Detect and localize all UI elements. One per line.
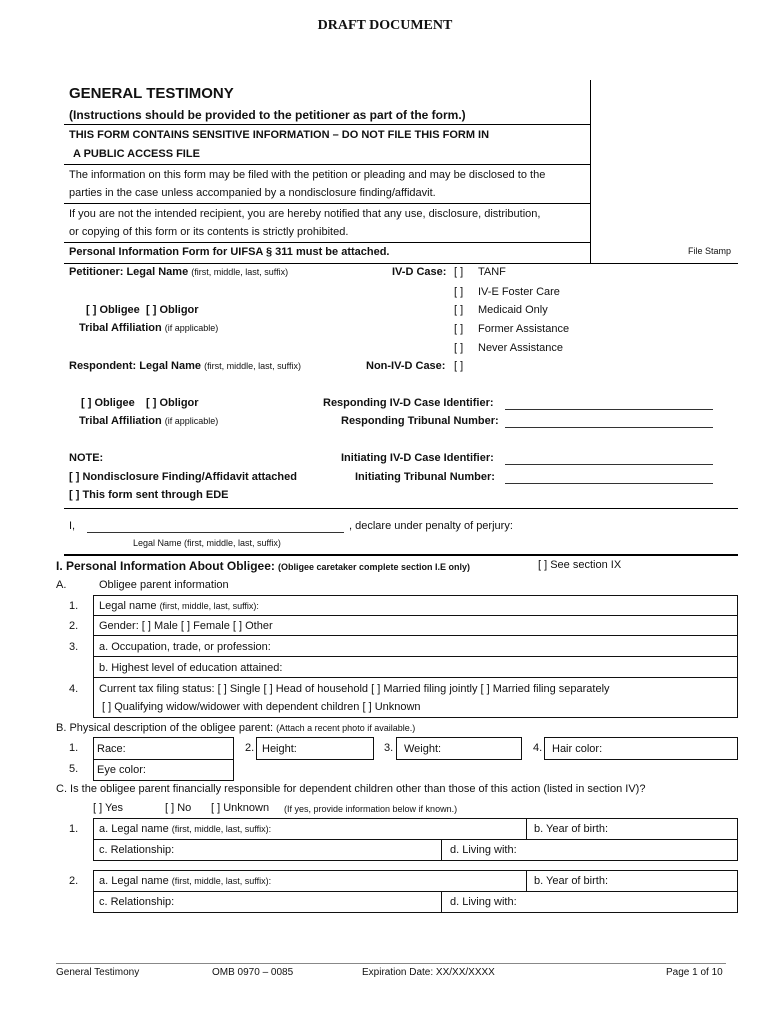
section1-heading: I. Personal Information About Obligee: — [56, 559, 275, 573]
section-a-letter: A. — [56, 579, 67, 591]
child-1-legal-name-field[interactable] — [93, 818, 738, 840]
c-no-checkbox[interactable]: [ ] No — [165, 802, 192, 814]
section-a-title: Obligee parent information — [99, 579, 229, 591]
declare-hint: Legal Name (first, middle, last, suffix) — [133, 538, 281, 548]
form-header-rule — [64, 242, 590, 243]
ivd-option-tanf: TANF — [478, 266, 506, 278]
race-field[interactable] — [93, 737, 234, 760]
footer-page-number: Page 1 of 10 — [666, 967, 723, 978]
occupation-field[interactable] — [93, 635, 738, 657]
eye-color-field[interactable] — [93, 759, 234, 781]
petitioner-obligor-checkbox[interactable]: [ ] Obligor — [146, 304, 199, 316]
petitioner-tribal-hint: (if applicable) — [164, 323, 219, 333]
weight-field[interactable] — [396, 737, 522, 760]
child-legal-hint: (first, middle, last, suffix): — [171, 824, 272, 834]
child-2-legal-name-field[interactable] — [93, 870, 738, 892]
petitioner-legal-name-label: Petitioner: Legal Name — [69, 266, 189, 278]
child-birth-label: b. Year of birth: — [534, 823, 608, 835]
tax-line2: [ ] Qualifying widow/widower with dependent children [ ] Unknown — [102, 701, 421, 713]
responding-tribunal-label: Responding Tribunal Number: — [341, 415, 499, 427]
ivd-checkbox[interactable]: [ ] — [454, 323, 464, 335]
row-number: 1. — [69, 742, 79, 754]
respondent-label — [69, 360, 301, 372]
height-label: Height: — [262, 743, 297, 755]
petitioner-obligee-checkbox[interactable]: [ ] Obligee — [86, 304, 140, 316]
responding-id-label: Responding IV-D Case Identifier: — [323, 397, 494, 409]
child-legal-hint: (first, middle, last, suffix): — [171, 876, 272, 886]
child-living-label: d. Living with: — [450, 896, 517, 908]
child-legal-label — [99, 823, 271, 835]
ivd-option-former: Former Assistance — [478, 323, 570, 335]
declare-i: I, — [69, 520, 76, 532]
row-number: 5. — [69, 763, 79, 775]
section-b-hint: (Attach a recent photo if available.) — [276, 723, 416, 733]
eye-color-label: Eye color: — [97, 764, 146, 776]
tax-line1: Current tax filing status: [ ] Single [ ] Head of household [ ] Married filing jointly [ ] Married filing separately — [99, 683, 610, 695]
warning-line: A PUBLIC ACCESS FILE — [73, 148, 200, 160]
ivd-checkbox[interactable]: [ ] — [454, 342, 464, 354]
c-hint: (If yes, provide information below if known.) — [284, 804, 458, 814]
file-stamp-label: File Stamp — [688, 246, 732, 256]
row-number: 2. — [69, 620, 79, 632]
warning-line: THIS FORM CONTAINS SENSITIVE INFORMATION – DO NOT FILE THIS FORM IN — [69, 129, 490, 141]
attach-note: Personal Information Form for UIFSA § 311 must be attached. — [69, 246, 390, 258]
ivd-case-label: IV-D Case: — [392, 266, 447, 278]
responding-id-field[interactable] — [505, 409, 713, 410]
child-birth-label: b. Year of birth: — [534, 875, 608, 887]
nondisclosure-checkbox[interactable]: [ ] Nondisclosure Finding/Affidavit attached — [69, 471, 297, 483]
section-c-title: C. Is the obligee parent financially responsible for dependent children other than those of this action (listed in section IV)? — [56, 783, 646, 795]
child-legal-label — [99, 875, 271, 887]
child-number: 2. — [69, 875, 79, 887]
form-title: GENERAL TESTIMONY — [69, 85, 234, 102]
respondent-legal-name-label: Respondent: Legal Name — [69, 360, 202, 372]
section-b-label: B. Physical description of the obligee parent: — [56, 722, 274, 734]
c-unknown-checkbox[interactable]: [ ] Unknown — [211, 802, 270, 814]
child-1-relationship-field[interactable] — [93, 839, 738, 861]
legal-name-label — [99, 600, 259, 612]
section1-title — [56, 559, 470, 573]
form-header-divider — [590, 80, 591, 264]
child-legal-text: a. Legal name — [99, 875, 169, 887]
ivd-checkbox[interactable]: [ ] — [454, 286, 464, 298]
legal-name-text: Legal name — [99, 600, 157, 612]
form-header-rule — [64, 164, 590, 165]
legal-name-hint: (first, middle, last, suffix): — [159, 601, 259, 611]
gender-field[interactable] — [93, 615, 738, 636]
recipient-text: If you are not the intended recipient, you are hereby notified that any use, disclosure, distribution, — [69, 208, 541, 220]
ivd-option-medicaid: Medicaid Only — [478, 304, 548, 316]
disclosure-text: parties in the case unless accompanied by a nondisclosure finding/affidavit. — [69, 187, 436, 199]
tax-filing-field[interactable] — [93, 677, 738, 718]
footer-omb: OMB 0970 – 0085 — [212, 967, 294, 978]
gender-label: Gender: [ ] Male [ ] Female [ ] Other — [99, 620, 273, 632]
race-label: Race: — [97, 743, 126, 755]
child-number: 1. — [69, 823, 79, 835]
ivd-option-never: Never Assistance — [478, 342, 563, 354]
responding-tribunal-field[interactable] — [505, 427, 713, 428]
respondent-obligee-checkbox[interactable]: [ ] Obligee — [81, 397, 135, 409]
section-divider — [64, 508, 738, 509]
height-field[interactable] — [256, 737, 374, 760]
disclosure-text: The information on this form may be filed with the petition or pleading and may be disclosed to the — [69, 169, 546, 181]
declarant-name-field[interactable] — [87, 532, 344, 533]
petitioner-tribal — [79, 322, 218, 334]
row-number: 2. — [245, 742, 255, 754]
initiating-id-field[interactable] — [505, 464, 713, 465]
petitioner-tribal-label: Tribal Affiliation — [79, 322, 162, 334]
education-label: b. Highest level of education attained: — [99, 662, 283, 674]
weight-label: Weight: — [404, 743, 442, 755]
draft-header: DRAFT DOCUMENT — [317, 18, 453, 33]
ivd-option-foster: IV-E Foster Care — [478, 286, 560, 298]
petitioner-hint: (first, middle, last, suffix) — [191, 267, 289, 277]
footer-rule — [56, 963, 726, 964]
child-relationship-label: c. Relationship: — [99, 896, 175, 908]
section-b-title — [56, 722, 415, 734]
respondent-tribal — [79, 415, 218, 427]
row-number: 1. — [69, 600, 79, 612]
form-header-rule — [64, 203, 590, 204]
respondent-tribal-label: Tribal Affiliation — [79, 415, 162, 427]
hair-color-label: Hair color: — [552, 743, 603, 755]
see-section-ix-checkbox[interactable]: [ ] See section IX — [538, 559, 622, 571]
footer-form-name: General Testimony — [56, 967, 140, 978]
respondent-tribal-hint: (if applicable) — [164, 416, 219, 426]
child-legal-text: a. Legal name — [99, 823, 169, 835]
respondent-obligor-checkbox[interactable]: [ ] Obligor — [146, 397, 199, 409]
recipient-text: or copying of this form or its contents is strictly prohibited. — [69, 226, 349, 238]
hair-color-field[interactable] — [544, 737, 738, 760]
form-header-rule — [64, 124, 590, 125]
occupation-label: a. Occupation, trade, or profession: — [99, 641, 271, 653]
non-ivd-label: Non-IV-D Case: — [366, 360, 446, 372]
declare-text: , declare under penalty of perjury: — [349, 520, 513, 532]
row-number: 4. — [533, 742, 543, 754]
legal-name-field[interactable] — [93, 595, 738, 616]
initiating-id-label: Initiating IV-D Case Identifier: — [341, 452, 494, 464]
form-instructions: (Instructions should be provided to the petitioner as part of the form.) — [69, 108, 466, 122]
education-field[interactable] — [93, 656, 738, 678]
c-yes-checkbox[interactable]: [ ] Yes — [93, 802, 123, 814]
section-rule — [64, 554, 738, 556]
non-ivd-checkbox[interactable]: [ ] — [454, 360, 464, 372]
initiating-tribunal-field[interactable] — [505, 483, 713, 484]
section1-subtitle: (Obligee caretaker complete section I.E only) — [277, 562, 471, 572]
ivd-checkbox[interactable]: [ ] — [454, 266, 464, 278]
ivd-checkbox[interactable]: [ ] — [454, 304, 464, 316]
child-relationship-label: c. Relationship: — [99, 844, 175, 856]
row-number: 3. — [69, 641, 79, 653]
petitioner-label — [69, 266, 288, 278]
respondent-hint: (first, middle, last, suffix) — [204, 361, 301, 371]
initiating-tribunal-label: Initiating Tribunal Number: — [355, 471, 495, 483]
row-number: 4. — [69, 683, 79, 695]
note-label: NOTE: — [69, 452, 104, 464]
row-number: 3. — [384, 742, 394, 754]
child-living-label: d. Living with: — [450, 844, 517, 856]
form-header-rule — [64, 263, 738, 264]
child-2-relationship-field[interactable] — [93, 891, 738, 913]
ede-checkbox[interactable]: [ ] This form sent through EDE — [69, 489, 229, 501]
footer-expiration: Expiration Date: XX/XX/XXXX — [362, 967, 495, 978]
